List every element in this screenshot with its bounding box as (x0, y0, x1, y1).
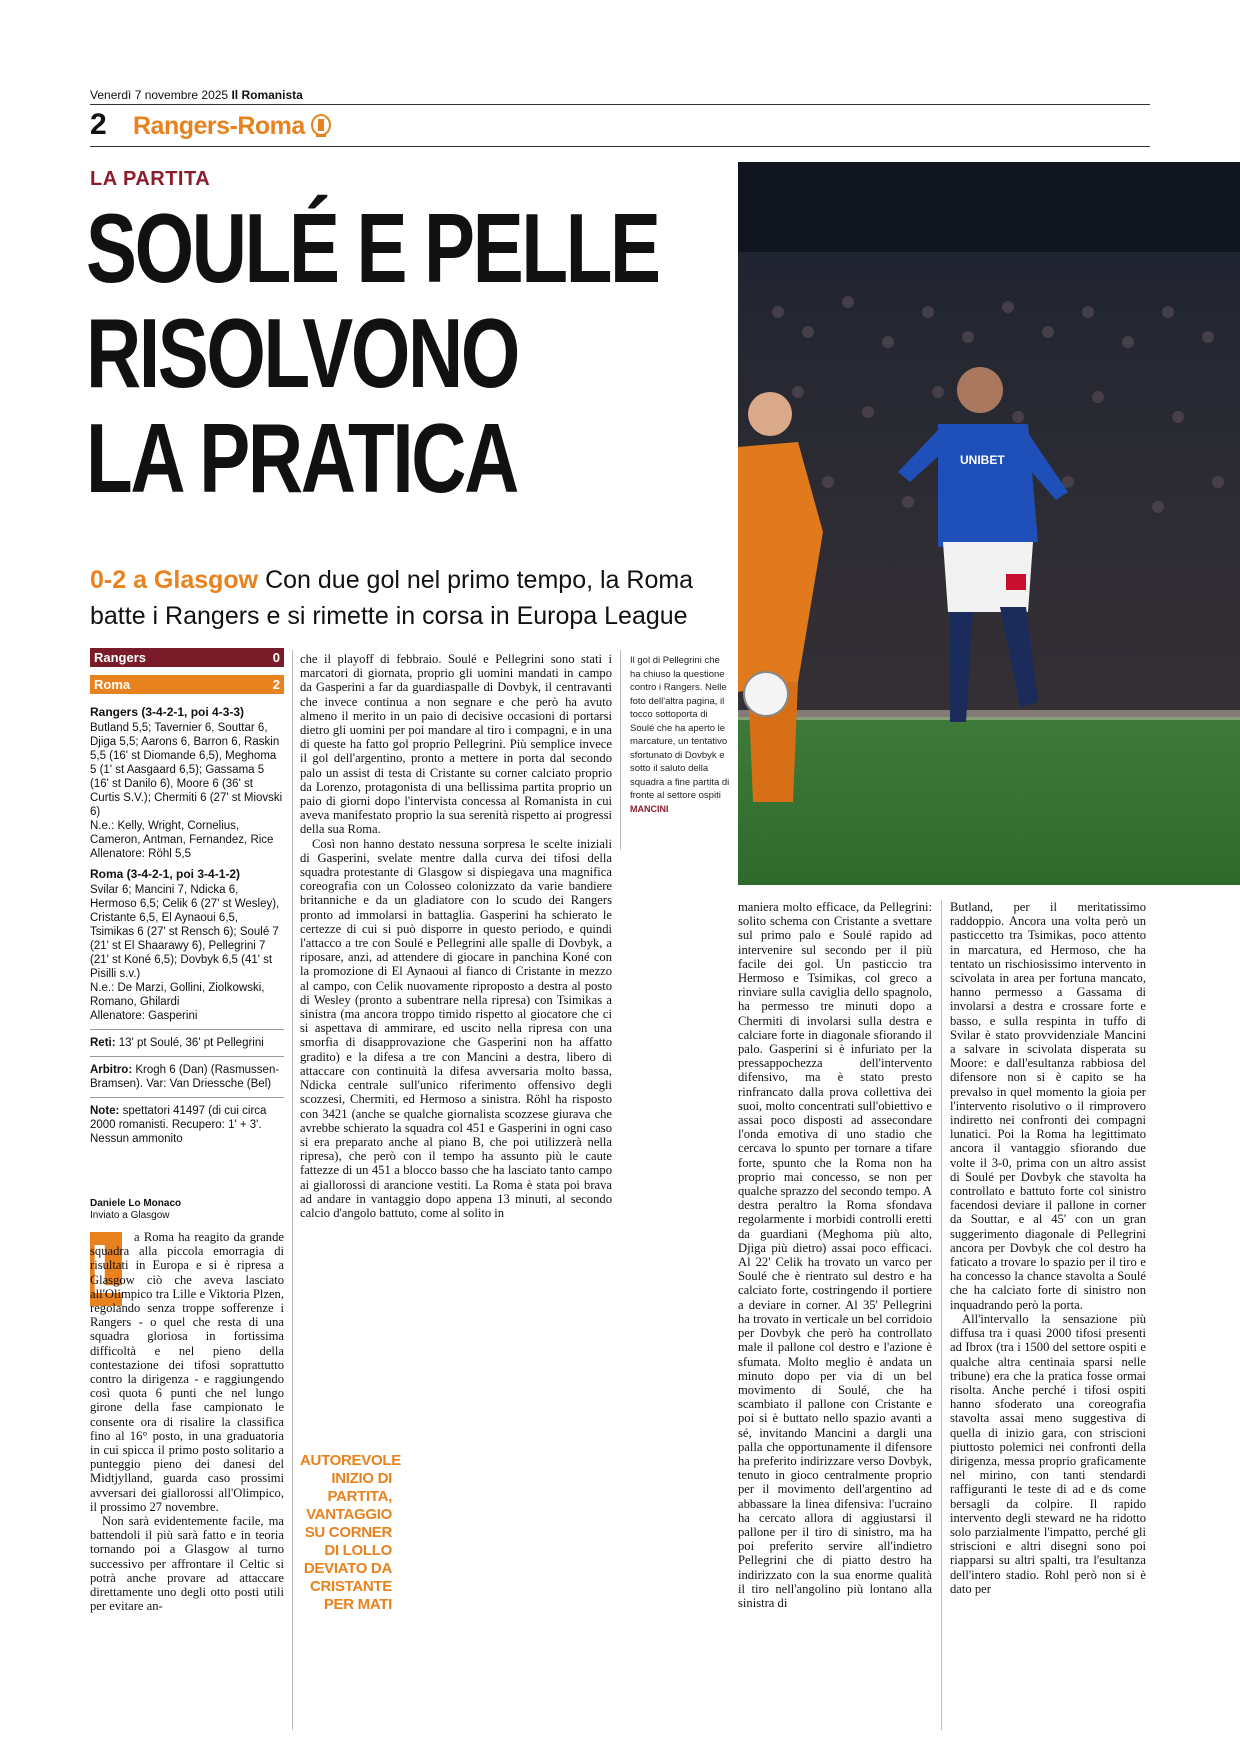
dateline (90, 88, 303, 102)
team-score: 2 (272, 677, 280, 692)
paragraph: Così non hanno destato nessuna sorpresa le scelte iniziali di Gasperini, svelate mentre dalla curva dei tifosi della squadra protestante di Glasgow si dispiegava una magnifica coreografia con un Colosseo colonizzato da varie bandiere britanniche e da un gladiatore con lo scudo dei Rangers pronto ad immolarsi in battaglia. Gasperini ha schierato le certezze di cui si può disporre in questo periodo, e quindi l'attacco a tre con Soulé e Pellegrini alle spalle di Dovbyk, a riposare, anzi, ad attendere di giocare in panchina Koné con la promozione di El Aynaoui al fianco di Cristante in mezzo al campo, con Celik nuovamente riproposto a destra al posto di Wesley (pronto a subentrare nella ripresa) con Tsimikas a sinistra (ma ancora troppo timido rispetto al giocatore che ci si aspettava di ammirare, ed uscito nella ripresa con una smorfia di disapprovazione che Gasperini non ha affatto gradito) e la difesa a tre con Mancini a destra, libero di attaccare con continuità la difesa avversaria molto bassa, Ndicka centrale sull'unico riferimento offensivo degli scozzesi, Chermiti, ed Hermoso a sinistra. Röhl ha risposto con 3421 (anche se qualche giornalista scozzese giurava che avrebbe schierato la squadra col 451 e Gasperini in ogni caso si era preparato anche al piano B, che poi utilizzerà nella ripresa), che però con il tempo ha assunto più le caute fattezze di un 451 a blocco basso che ha lasciato tanto campo ai giallorossi di arancione vestiti. La Roma è stata poi brava ad andare in vantaggio dopo appena 13 minuti, al secondo calcio d'angolo battuto, come al solito in (300, 836, 612, 1220)
paragraph: Butland, per il meritatissimo raddoppio. Ancora una volta però un pasticcetto tra Tsimikas, poco attento in marcatura, ed Hermoso, che ha tentato un rischiosissimo intervento in scivolata in area per fortuna mancato, hanno permesso a Gassama di involarsi a destra e crossare forte e basso, e sulla respinta in tuffo di Svilar è stato provvidenziale Mancini a salvare in scivolata disperata su Moore: e dall'esultanza rabbiosa del difensore non si è capito se ha prevalso in quel momento la gioia per l'intervento risolutivo o il rimprovero indiretto nei confronti dei compagni lunatici. Poi la Roma ha legittimato ancora il vantaggio sfiorando due volte il 3-0, prima con un altro assist di Soulé per Dovbyk che stavolta ha controllato e battuto forte col sinistro facendosi deviare il pallone in corner da Souttar, e al 45' con un gran suggerimento diagonale di Pellegrini ancora per Dovbyk che col destro ha faticato a trovare lo spazio per il tiro e ha concesso la chance stavolta a Soulé che ha calciato forte di sinistro non inquadrando però la porta. (950, 900, 1146, 1312)
body-column-2 (300, 652, 612, 1220)
match-photo (738, 162, 1240, 885)
headline-line-2: RISOLVONO (86, 298, 518, 408)
body-column-1 (90, 1230, 284, 1613)
rangers-formation: Rangers (3-4-2-1, poi 4-3-3) (90, 705, 245, 719)
column-rule (941, 900, 942, 1730)
photo-credit: MANCINI (630, 803, 669, 814)
subhead-text: Con due gol nel primo tempo, la Roma batte i Rangers e si rimette in corsa in Europa League (90, 566, 694, 630)
notes-label: Note: (90, 1105, 120, 1117)
paragraph: Non sarà evidentemente facile, ma battendoli il più sarà fatto e in teoria tornando poi a Glasgow al turno successivo per affrontare il Celtic si potrà anche provare ad attaccare direttamente uno degli otto posti utili per evitare an- (90, 1514, 284, 1614)
page-number: 2 (90, 108, 107, 141)
headline-line-1: SOULÉ E PELLE (86, 193, 659, 303)
referee-label: Arbitro: (90, 1064, 133, 1076)
body-column-4 (950, 900, 1146, 1596)
score-row-rangers (90, 648, 284, 667)
team-name: Rangers (94, 650, 147, 665)
column-rule (292, 650, 293, 1730)
match-report-box (90, 705, 284, 1152)
paper-name: Il Romanista (231, 88, 303, 102)
photo-caption (630, 654, 730, 816)
pull-quote: AUTOREVOLE INIZIO DI PARTITA, VANTAGGIO SU CORNER DI LOLLO DEVIATO DA CRISTANTE PER MATI (300, 1452, 401, 1613)
drop-cap: L (90, 1230, 133, 1308)
goals-label: Reti: (90, 1037, 116, 1049)
paragraph: maniera molto efficace, da Pellegrini: solito schema con Cristante a svettare sul primo palo e Soulé rapido ad intervenire sul secondo per il più facile dei gol. Un pasticcio tra Hermoso e Tsimikas, col greco a rinviare sulla caviglia dello spagnolo, ha permesso tre minuti dopo a Chermiti di involarsi sulla destra e calciare forte in diagonale sfiorando il palo. Gasperini si è infuriato per la pressappochezza dell'intervento difensivo, ma è stato presto rinfrancato dalla prova collettiva dei suoi, molto concentrati sull'obiettivo e assai poco disposti ad assecondare l'onda emotiva di uno stadio che cercava lo spunto per tornare a tifare forte, spunto che la Roma non ha proprio mai concesso, se non per qualche sprazzo del secondo tempo. A destra peraltro la Roma sfondava regolarmente i morbidi controlli eretti da guardiani (Meghoma più alto, Djiga più dietro) assai poco efficaci. Al 22' Celik ha trovato un varco per Soulé che è rientrato sul destro e ha calciato forte, costringendo il portiere a deviare in corner. Al 35' Pellegrini ha trovato in verticale un bel corridoio per Dovbyk che però ha controllato male il pallone col destro e l'azione è sfumata. Molto meglio è andata un minuto dopo per via di un bel movimento di Soulé, che ha scambiato il pallone con Cristante e poi si è buttato nello spazio avanti a sé, invitando Mancini a dargli una palla che opportunamente il difensore ha preferito indirizzare verso Dovbyk, tenuto in gioco centralmente proprio per il movimento dell'argentino ad abbassare la linea difensiva: l'ucraino ha cercato allora di aggiustarsi il pallone per il tiro di sinistro, ma ha poi preferito servire all'indietro Pellegrini che di piatto destro ha indirizzato con la sua enorme qualità il tiro nell'angolino più lontano alla sinistra di (738, 900, 932, 1610)
roma-coach: Allenatore: Gasperini (90, 1010, 198, 1022)
body-column-3 (738, 900, 932, 1610)
notes (90, 1104, 284, 1146)
team-score: 0 (272, 650, 280, 665)
europa-league-trophy-icon (310, 113, 332, 139)
roma-lineup: Svilar 6; Mancini 7, Ndicka 6, Hermoso 6,5; Celik 6 (27' st Wesley), Cristante 6,5, El Aynaoui 6,5, Tsimikas 6 (27' st Rensch 6); Soulé 7 (21' st El Shaarawy 6), Pellegrini 7 (21' st Koné 6,5); Dovbyk 6,5 (41' st Pisilli s.v.) (90, 884, 280, 980)
subhead-score: 0-2 a Glasgow (90, 566, 259, 594)
byline (90, 1198, 181, 1222)
subheadline (90, 562, 730, 634)
ball (744, 672, 788, 716)
paragraph: a Roma ha reagito da grande squadra alla piccola emorragia di risultati in Europa e si è ripresa a Glasgow ciò che aveva lasciato all'Olimpico tra Lille e Viktoria Plzen, regolando senza troppe sofferenze i Rangers - o quel che resta di una squadra gloriosa in fortissima difficoltà e nel pieno della contestazione dei tifosi soprattutto contro la dirigenza - e raggiungendo così quota 6 punti che nel lungo girone della fase campionato le consente ora di risalire la classifica fino al 16° posto, in una graduatoria in cui spicca il primo posto solitario a punteggio pieno dei danesi del Midtjylland, guarda caso prossimi avversari dei giallorossi all'Olimpico, il prossimo 27 novembre. (90, 1230, 284, 1514)
date: Venerdì 7 novembre 2025 (90, 88, 229, 102)
headline (86, 193, 659, 513)
rangers-coach: Allenatore: Röhl 5,5 (90, 848, 192, 860)
section-rule (90, 146, 1150, 147)
author-name: Daniele Lo Monaco (90, 1198, 182, 1209)
notes-text: spettatori 41497 (di cui circa 2000 romanisti. Recupero: 1' + 3'. Nessun ammonito (90, 1105, 267, 1145)
roma-formation: Roma (3-4-2-1, poi 3-4-1-2) (90, 867, 241, 881)
roma-bench: N.e.: De Marzi, Gollini, Ziolkowski, Romano, Ghilardi (90, 982, 265, 1008)
goals-text: 13' pt Soulé, 36' pt Pellegrini (118, 1037, 264, 1049)
kicker: LA PARTITA (90, 168, 211, 190)
score-row-roma (90, 675, 284, 694)
rangers-lineup: Butland 5,5; Tavernier 6, Souttar 6, Djiga 5,5; Aarons 6, Barron 6, Raskin 5,5 (16' st Diomande 6,5), Meghoma 5 (1' st Aasgaard 6,5); Gassama 5 (16' st Danilo 6), Moore 6 (36' st Curtis S.V.); Chermiti 6 (27' st Miovski 6) (90, 722, 283, 818)
referee (90, 1063, 284, 1091)
section-title: Rangers-Roma (133, 112, 305, 140)
divider (90, 1056, 284, 1057)
divider (90, 1097, 284, 1098)
referee-text: Krogh 6 (Dan) (Rasmussen-Bramsen). Var: Van Driessche (Bel) (90, 1064, 280, 1090)
author-role: Inviato a Glasgow (90, 1210, 170, 1221)
caption-text: Il gol di Pellegrini che ha chiuso la questione contro i Rangers. Nelle foto dell'altra pagina, il tocco sottoporta di Soulé che ha aperto le marcature, un tentativo sfortunato di Dovbyk e sotto il saluto della squadra a fine partita di fronte al settore ospiti (630, 655, 730, 801)
goals (90, 1036, 284, 1050)
paragraph: che il playoff di febbraio. Soulé e Pellegrini sono stati i marcatori di giornata, proprio gli uomini mandati in campo da Gasperini a far da guardiaspalle di Dovbyk, il centravanti che invece continua a non segnare e che però ha avuto almeno il merito in un paio di decisive occasioni di portarsi dietro gli uomini per poi mandare al tiro i compagni, e in una di queste ha fatto gol proprio Pellegrini. Più semplice invece il gol dell'argentino, pronto a mettere in porta dal secondo palo un assist di testa di Cristante su corner calciato proprio da Lorenzo, protagonista di una bellissima partita proprio un paio di giorni dopo l'intervista concessa al Romanista in cui aveva manifestato proprio la sua serenità rispetto ai progressi della sua Roma. (300, 652, 612, 837)
divider (90, 1029, 284, 1030)
column-rule (620, 650, 621, 850)
top-rule (90, 104, 1150, 105)
team-name: Roma (94, 677, 131, 692)
paragraph: All'intervallo la sensazione più diffusa tra i quasi 2000 tifosi presenti ad Ibrox (tra i 1500 del settore ospiti e qualche altra centinaia sparsi nelle tribune) era che la pratica fosse ormai risolta. Anche perché i tifosi ospiti hanno sfoderato una coreografia stavolta assai meno suggestiva di quella di inizio gara, con striscioni piuttosto polemici nei confronti della dirigenza, messa proprio graficamente nel mirino, con tanti stendardi raffiguranti le teste di ad e ds come bersagli da colpire. Il rapido intervento degli steward ne ha ridotto solo parzialmente l'impatto, perché gli striscioni e altri disegni sono poi riapparsi su altri spalti, tra l'esultanza dell'intero stadio. Rohl però non si è dato per (950, 1311, 1146, 1596)
headline-line-3: LA PRATICA (86, 403, 517, 513)
rangers-bench: N.e.: Kelly, Wright, Cornelius, Cameron, Antman, Fernandez, Rice (90, 820, 274, 846)
shirt-sponsor: UNIBET (960, 453, 1005, 467)
